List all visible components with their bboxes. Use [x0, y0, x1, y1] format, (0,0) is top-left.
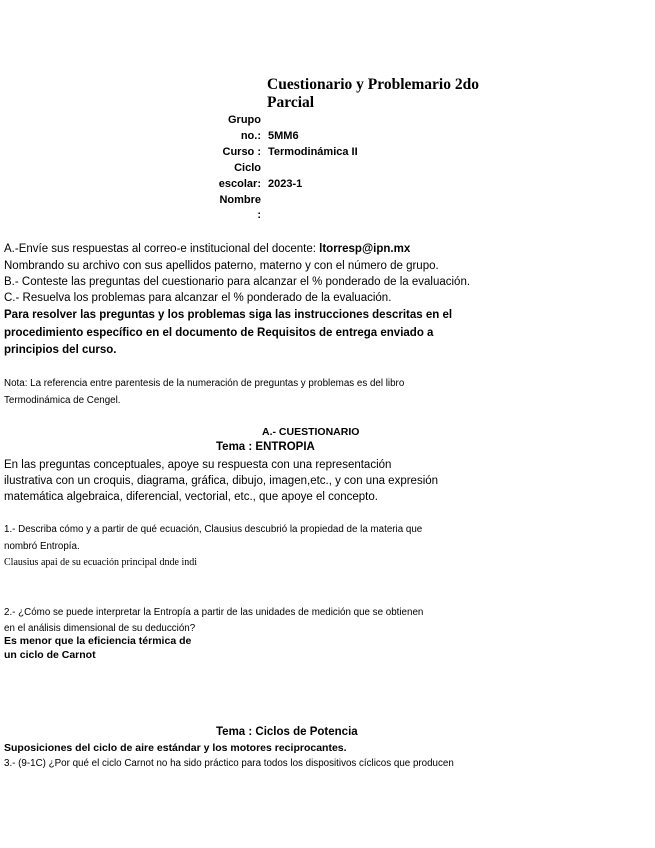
instruction-c: C.- Resuelva los problemas para alcanzar el % ponderado de la evaluación.: [4, 292, 392, 304]
curso-value: Termodinámica II: [268, 146, 358, 158]
bold-instruction-line1: Para resolver las preguntas y los problemas siga las instrucciones descritas en el: [4, 309, 453, 321]
teacher-email: ltorresp@ipn.mx: [319, 243, 411, 255]
grupo-label-line1: Grupo: [228, 114, 261, 126]
intro-line1: En las preguntas conceptuales, apoye su respuesta con una representación: [4, 459, 392, 471]
instruction-a: [4, 241, 410, 257]
bold-instruction-line2: procedimiento específico en el documento de Requisitos de entrega enviado a: [4, 327, 434, 339]
bold-instruction-line3: principios del curso.: [4, 344, 117, 356]
question-2-line2: en el análisis dimensional de su deducción?: [4, 623, 196, 634]
question-2-answer-line1[interactable]: Es menor que la eficiencia térmica de: [4, 635, 192, 647]
intro-line3: matemática algebraica, diferencial, vectorial, etc., que apoye el concepto.: [4, 491, 378, 503]
instruction-a-text: A.-Envíe sus respuestas al correo-e institucional del docente:: [4, 243, 320, 255]
ciclo-value: 2023-1: [268, 178, 303, 190]
question-3: 3.- (9-1C) ¿Por qué el ciclo Carnot no ha sido práctico para todos los dispositivos cíclicos que producen: [4, 758, 454, 769]
ciclo-label-line2: escolar:: [218, 178, 261, 190]
nombre-label-line2: :: [257, 209, 261, 221]
grupo-value: 5MM6: [268, 130, 299, 142]
question-2-line1: 2.- ¿Cómo se puede interpretar la Entropía a partir de las unidades de medición que se obtienen: [4, 607, 424, 618]
tema-entropia: Tema : ENTROPIA: [216, 441, 315, 453]
intro-line2: ilustrativa con un croquis, diagrama, gráfica, dibujo, imagen,etc., y con una expresión: [4, 475, 439, 487]
instruction-a-naming: Nombrando su archivo con sus apellidos paterno, materno y con el número de grupo.: [4, 260, 439, 272]
question-1-line1: 1.- Describa cómo y a partir de qué ecuación, Clausius descubrió la propiedad de la materia que: [4, 524, 423, 535]
document-title: Cuestionario y Problemario 2do Parcial: [267, 76, 479, 111]
section-a-heading: A.- CUESTIONARIO: [262, 426, 360, 438]
grupo-label-line2: no.:: [240, 130, 261, 142]
ciclo-label-line1: Ciclo: [234, 162, 261, 174]
question-2-answer-line2[interactable]: un ciclo de Carnot: [4, 649, 96, 661]
instruction-b: B.- Conteste las preguntas del cuestionario para alcanzar el % ponderado de la evaluación.: [4, 276, 471, 288]
note-line1: Nota: La referencia entre parentesis de la numeración de preguntas y problemas es del libro: [4, 378, 405, 389]
question-1-line2: nombró Entropía.: [4, 541, 80, 552]
nombre-label-line1: Nombre: [219, 194, 261, 206]
note-line2: Termodinámica de Cengel.: [4, 395, 121, 406]
curso-label: Curso :: [222, 146, 261, 158]
tema-ciclos-potencia: Tema : Ciclos de Potencia: [216, 726, 358, 738]
question-1-answer[interactable]: Clausius apai de su ecuación principal dnde indi: [4, 557, 198, 568]
ciclos-subtitle: Suposiciones del ciclo de aire estándar y los motores reciprocantes.: [4, 742, 347, 754]
